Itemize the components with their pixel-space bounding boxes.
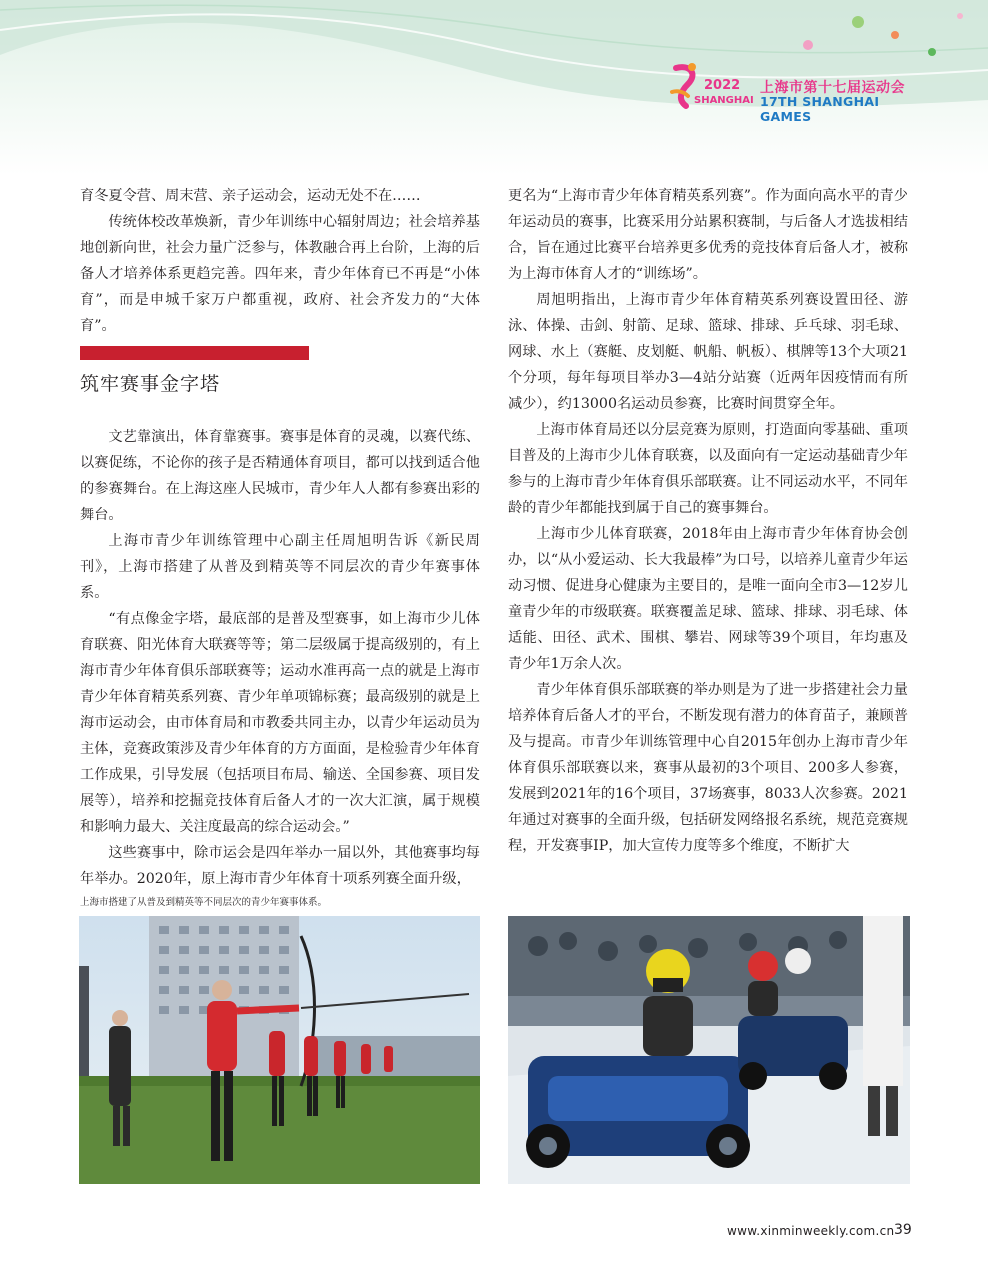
logo-title-cn: 上海市第十七届运动会 <box>760 80 905 96</box>
paragraph: 这些赛事中，除市运会是四年举办一届以外，其他赛事均每年举办。2020年，原上海市青少年体育十项系列赛全面升级， <box>80 845 480 887</box>
paragraph: 上海市少儿体育联赛，2018年由上海市青少年体育协会创办，以“从小爱运动、长大我最棒”为口号，以培养儿童青少年运动习惯、促进身心健康为主要目的，是唯一面向全市3—12岁儿童青少年的市级联赛。联赛覆盖足球、篮球、排球、羽毛球、体适能、田径、武术、围棋、攀岩、网球等39个项目，年均惠及青少年1万余人次。 <box>508 526 908 672</box>
logo-year: 2022 <box>704 78 741 93</box>
paragraph: 文艺靠演出，体育靠赛事。赛事是体育的灵魂，以赛代练、以赛促练，不论你的孩子是否精通体育项目，都可以找到适合他的参赛舞台。在上海这座人民城市，青少年人人都有参赛出彩的舞台。 <box>80 429 480 523</box>
archery-photo <box>79 916 480 1184</box>
left-column-body <box>80 424 480 892</box>
paragraph: 上海市青少年训练管理中心副主任周旭明告诉《新民周刊》，上海市搭建了从普及到精英等不同层次的青少年赛事体系。 <box>80 533 480 601</box>
photo-caption: 上海市搭建了从普及到精英等不同层次的青少年赛事体系。 <box>80 897 328 908</box>
paragraph: 周旭明指出，上海市青少年体育精英系列赛设置田径、游泳、体操、击剑、射箭、足球、篮球、排球、乒乓球、羽毛球、网球、水上（赛艇、皮划艇、帆船、帆板）、棋牌等13个大项21个分项，每年每项目举办3—4站分站赛（近两年因疫情而有所减少），约13000名运动员参赛，比赛时间贯穿全年。 <box>508 292 908 412</box>
section-heading: 筑牢赛事金字塔 <box>80 373 221 395</box>
go-kart-photo <box>508 916 910 1184</box>
paragraph: 育冬夏令营、周末营、亲子运动会，运动无处不在…… <box>80 188 421 204</box>
paragraph: 上海市体育局还以分层竞赛为原则，打造面向零基础、重项目普及的上海市少儿体育联赛，以及面向有一定运动基础青少年参与的上海市青少年体育俱乐部联赛。让不同运动水平，不同年龄的青少年都能找到属于自己的赛事舞台。 <box>508 422 908 516</box>
section-accent-bar <box>80 346 309 360</box>
paragraph: 更名为“上海市青少年体育精英系列赛”。作为面向高水平的青少年运动员的赛事，比赛采用分站累积赛制，与后备人才选拔相结合，旨在通过比赛平台培养更多优秀的竞技体育后备人才，被称为上海市体育人才的“训练场”。 <box>508 188 908 282</box>
paragraph: “有点像金字塔，最底部的是普及型赛事，如上海市少儿体育联赛、阳光体育大联赛等等；第二层级属于提高级别的，有上海市青少年体育俱乐部联赛等；运动水准再高一点的就是上海市青少年体育精英系列赛、青少年单项锦标赛；最高级别的就是上海市运动会，由市体育局和市教委共同主办，以青少年运动员为主体，竞赛政策涉及青少年体育的方方面面，是检验青少年体育工作成果，引导发展（包括项目布局、输送、全国参赛、项目发展等），培养和挖掘竞技体育后备人才的一次大汇演，属于规模和影响力最大、关注度最高的综合运动会。” <box>80 611 480 835</box>
left-column <box>80 183 480 339</box>
footer-url[interactable]: www.xinminweekly.com.cn <box>727 1224 895 1238</box>
games-logo <box>668 58 928 124</box>
header-band <box>0 0 988 175</box>
logo-title-en: 17TH SHANGHAI GAMES <box>760 94 880 124</box>
logo-city: SHANGHAI <box>694 95 754 106</box>
paragraph: 青少年体育俱乐部联赛的举办则是为了进一步搭建社会力量培养体育后备人才的平台，不断发现有潜力的体育苗子，兼顾普及与提高。市青少年训练管理中心自2015年创办上海市青少年体育俱乐部联赛以来，赛事从最初的3个项目、200多人参赛，发展到2021年的16个项目，37场赛事，8033人次参赛。2021年通过对赛事的全面升级，包括研发网络报名系统，规范竞赛规程，开发赛事IP，加大宣传力度等多个维度，不断扩大 <box>508 682 908 854</box>
right-column <box>508 183 908 859</box>
page-number: 39 <box>894 1222 912 1238</box>
paragraph: 传统体校改革焕新，青少年训练中心辐射周边；社会培养基地创新向世，社会力量广泛参与，体教融合再上台阶，上海的后备人才培养体系更趋完善。四年来，青少年体育已不再是“小体育”，而是申城千家万户都重视，政府、社会齐发力的“大体育”。 <box>80 214 480 334</box>
